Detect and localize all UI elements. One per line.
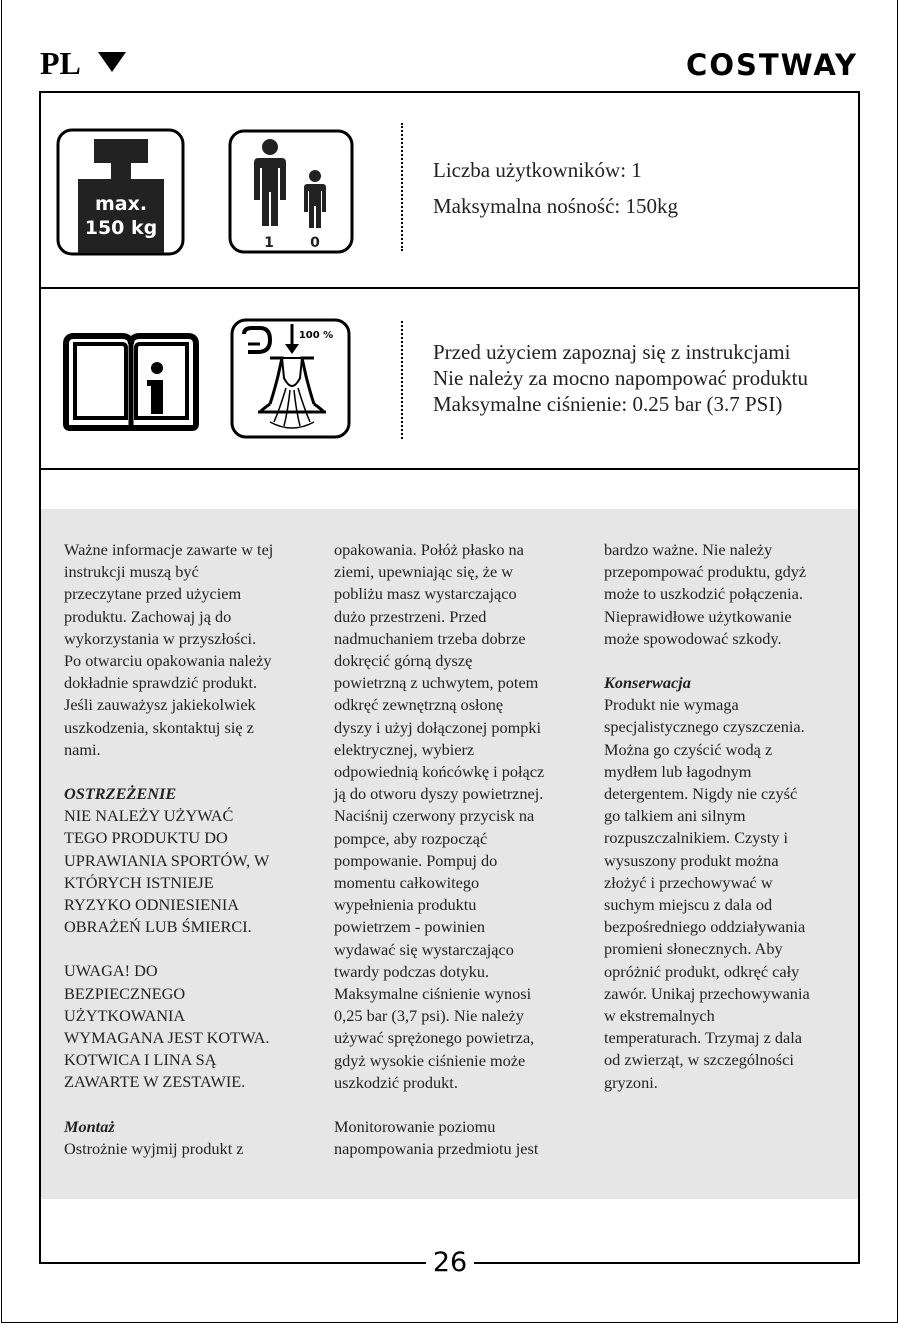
info-block-2 [433, 339, 808, 417]
page-number: 26 [426, 1246, 474, 1280]
adult-count: 1 [264, 235, 274, 251]
info-block-1 [433, 157, 678, 219]
instructions-column-2 [334, 539, 604, 1160]
divider [41, 468, 860, 470]
intro-paragraph: Ważne informacje zawarte w tej instrukcji muszą być przeczytane przed użyciem produktu. Zachowaj ją do wykorzystania w przyszłości. Po otwarciu opakowania należy dokładnie sprawdzić produkt. Jeśli zauważysz jakiekolwiek uszkodzenia, skontaktuj się z nami. [64, 540, 274, 759]
dotted-separator [401, 321, 403, 439]
language-label: PL [40, 45, 81, 81]
warning-paragraph: NIE NALEŻY UŻYWAĆ TEGO PRODUKTU DO UPRAWIANIA SPORTÓW, W KTÓRYCH ISTNIEJE RYZYKO ODNIESIENIA OBRAŻEŃ LUB ŚMIERCI. [64, 806, 270, 937]
monitoring-continued-paragraph: bardzo ważne. Nie należy przepompować produktu, gdyż może to uszkodzić połączenia. Nieprawidłowe użytkowanie może spowodować szkody. [604, 540, 807, 648]
pressure-percent: 100 % [298, 330, 334, 341]
care-paragraph: Produkt nie wymaga specjalistycznego czyszczenia. Można go czyścić wodą z mydłem lub łagodnym detergentem. Nigdy nie czyść go talkiem ani silnym rozpuszczalnikiem. Czysty i wysuszony produkt można złożyć i przechowywać w suchym miejscu z dala od bezpośredniego oddziaływania promieni słonecznych. Aby opróżnić produkt, odkręć cały zawór. Unikaj przechowywania w ekstremalnych temperaturach. Trzymaj z dala od zwierząt, w szczególności gryzoni. [604, 695, 810, 1092]
divider [41, 287, 860, 289]
care-heading: Konserwacja [604, 673, 691, 693]
language-triangle-icon [98, 52, 126, 72]
assembly-continued-paragraph: opakowania. Połóż płasko na ziemi, upewniając się, że w pobliżu masz wystarczająco dużo przestrzeni. Przed nadmuchaniem trzeba dobrze dokręcić górną dyszę powietrzną z uchwytem, potem odkręć zewnętrzną osłonę dyszy i użyj dołączonej pompki elektrycznej, wybierz odpowiednią końcówkę i połącz ją do otworu dyszy powietrznej. Naciśnij czerwony przycisk na pompce, aby rozpocząć pompowanie. Pompuj do momentu całkowitego wypełnienia produktu powietrzem - powinien wydawać się wystarczająco twardy podczas dotyku. Maksymalne ciśnienie wynosi 0,25 bar (3,7 psi). Nie należy używać sprężonego powietrza, gdyż wysokie ciśnienie może uszkodzić produkt. [334, 540, 545, 1092]
dotted-separator [401, 123, 403, 251]
max-load-icon [56, 128, 185, 256]
instructions-column-3 [604, 539, 874, 1094]
users-count-text: Liczba użytkowników: 1 [433, 158, 642, 182]
child-count: 0 [310, 235, 320, 251]
no-overinflate-text: Nie należy za mocno napompować produktu [433, 366, 808, 390]
footer-line-left [39, 1262, 419, 1264]
monitoring-paragraph: Monitorowanie poziomu napompowania przedmiotu jest [334, 1117, 539, 1159]
max-load-line1: max. [94, 193, 148, 215]
users-icon [228, 129, 354, 254]
max-pressure-text: Maksymalne ciśnienie: 0.25 bar (3.7 PSI) [433, 392, 783, 416]
caution-paragraph: UWAGA! DO BEZPIECZNEGO UŻYTKOWANIA WYMAGANA JEST KOTWA. KOTWICA I LINA SĄ ZAWARTE W ZESTAWIE. [64, 961, 270, 1092]
max-load-text: Maksymalna nośność: 150kg [433, 194, 678, 218]
max-load-line2: 150 kg [84, 217, 158, 239]
read-manual-icon [62, 330, 200, 432]
assembly-paragraph: Ostrożnie wyjmij produkt z [64, 1138, 244, 1158]
instructions-column-1 [64, 539, 334, 1160]
assembly-heading: Montaż [64, 1116, 115, 1136]
inflation-pressure-icon [230, 318, 351, 439]
footer-line-right [480, 1262, 860, 1264]
warning-heading: OSTRZEŻENIE [64, 784, 177, 804]
read-instructions-text: Przed użyciem zapoznaj się z instrukcjami [433, 340, 791, 364]
brand-logo: COSTWAY [686, 48, 858, 82]
